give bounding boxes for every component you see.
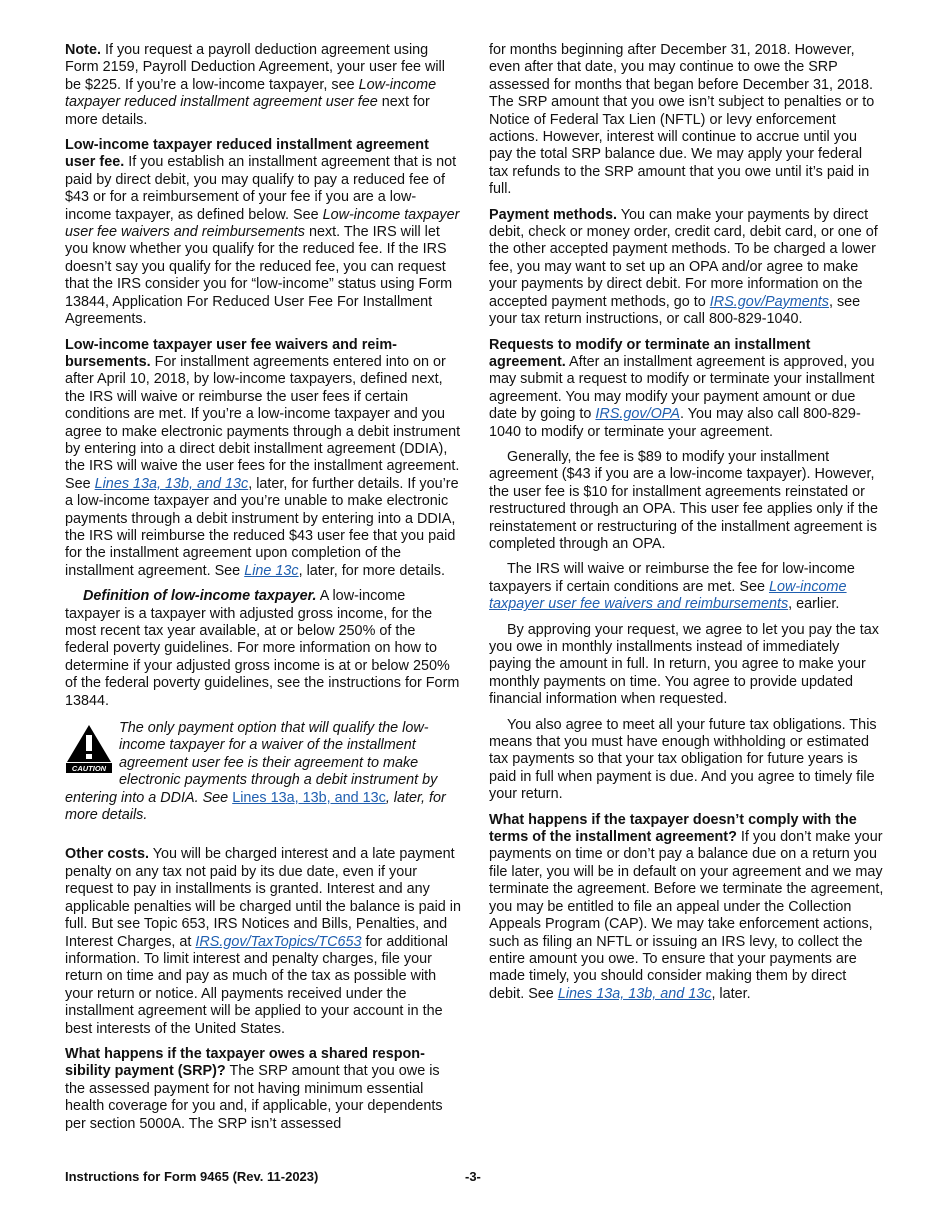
noncompliance-lines-13-link[interactable]: Lines 13a, 13b, and 13c [557,985,712,1002]
obligations-paragraph: You also agree to meet all your future tax obligations. This means that you must have enough withholding or estimated tax payments so that your tax obligation for future years is paid in full when payment is due. And you agree to timely file your return. [489,716,877,803]
line-13c-link[interactable]: Line 13c [244,562,299,579]
fee-waivers-link[interactable]: Low-income taxpayer user fee waivers and reimbursements [489,578,847,613]
other-costs-paragraph: Other costs. You will be charged interest and a late payment penalty on any tax not paid by its due date, even if your request to pay in installments is granted. Interest and any applicable penalties will be charged until the balance is paid in full. But see Topic 653, IRS Notices and Bills, Penalties, and Interest Charges, at IRS.gov/TaxTopics/TC653 for additional information. To limit interest and penalty charges, file your return on time and pay as much of the tax as possible with your return or notice. All payments received under the installment agreement will be applied to your account in the best interests of the United States. [65,846,462,1037]
irs-payments-link[interactable]: IRS.gov/Payments [709,293,829,310]
waive-fee-paragraph: The IRS will waive or reimburse the fee for low-income taxpayers if certain conditions are met. See Low-income taxpayer user fee waivers and reimbursements, earlier. [489,561,855,613]
caution-note: CAUTION The only payment option that will qualify the low-income taxpayer for a waiver of the installment agreement user fee is their agreement to make electronic payments through a debit instrument by entering into a DDIA. See Lines 13a, 13b, and 13c, later, for more details. [65,720,446,824]
modify-terminate-paragraph: Requests to modify or terminate an installment agreement. After an installment agreement is approved, you may submit a request to modify or terminate your installment agreement. You may modify your payment amount or due date by going to IRS.gov/OPA. You may also call 800-829-1040 to modify or terminate your agreement. [489,336,875,440]
reduced-fee-paragraph: Low-income taxpayer reduced installment agreement user fee. If you establish an installment agreement that is not paid by direct debit, you may qualify to pay a reduced fee of $43 or for a reimbursement of your fee if you are a low-income taxpayer, as defined below. See Low-income taxpayer user fee waivers and reimbursements next. The IRS will let you know whether you qualify for the reduced fee. If the IRS doesn’t say you qualify for the reduced fee, you can request that the IRS consider you for “low-income” status using Form 13844, Application For Reduced User Fee For Installment Agreements. [65,137,460,328]
srp-continued-paragraph: for months beginning after December 31, 2018. However, even after that date, you may continue to owe the SRP assessed for months that began before December 31, 2018. The SRP amount that you owe isn’t subject to penalties or to Notice of Federal Tax Lien (NFTL) or levy enforcement actions. However, interest will continue to accrue until you pay the total SRP balance due. We may apply your federal tax refunds to the SRP amount that you owe until it’s paid in full. [489,42,875,198]
right-column [489,42,884,1011]
tax-topics-link[interactable]: IRS.gov/TaxTopics/TC653 [195,933,362,950]
noncompliance-paragraph: What happens if the taxpayer doesn’t comply with the terms of the installment agreement? If you don’t make your payments on time or don’t pay a balance due on a return you file later, you will be in default on your agreement and we may terminate the agreement. Before we terminate the agreement, you may be entitled to file an appeal under the Collection Appeals Program (CAP). We may take enforcement actions, such as filing an NFTL or issuing an IRS levy, to collect the entire amount you owe. To ensure that your payments are made timely, you should consider making them by direct debit. See Lines 13a, 13b, and 13c, later. [489,811,884,1002]
payment-methods-paragraph: Payment methods. You can make your payments by direct debit, check or money order, credit card, debit card, or one of the other accepted payment methods. To be charged a lower fee, you may want to set up an OPA and/or agree to make your payments by direct debit. For more information on the accepted payment methods, go to IRS.gov/Payments, see your tax return instructions, or call 800-829-1040. [489,206,878,328]
definition-paragraph: Definition of low-income taxpayer. A low-income taxpayer is a taxpayer with adjusted gross income, for the most recent tax year available, at or below 250% of the federal poverty guidelines. For more information on how to determine if your adjusted gross income is at or below 250% of the federal poverty guidelines, see the instructions for Form 13844. [65,588,460,709]
noncompliance-heading: What happens if the taxpayer doesn’t comply with the terms of the installment agreement? [489,811,857,846]
approval-paragraph: By approving your request, we agree to let you pay the tax you owe in monthly installments instead of immediately paying the amount in full. In return, you agree to make your monthly payments on time. You agree to provide updated financial information when requested. [489,621,879,708]
fee-waivers-paragraph: Low-income taxpayer user fee waivers and reimbursements. For installment agreements entered into on or after April 10, 2018, by low-income taxpayers, defined next, the IRS will waive or reimburse the user fees if certain conditions are met. If you’re a low-income taxpayer and you agree to make electronic payments through a debit instrument by entering into a direct debit installment agreement (DDIA), the IRS will waive the user fees for the installment agreement. See Lines 13a, 13b, and 13c, later, for further details. If you’re a low-income taxpayer and you’re unable to make electronic payments through a debit instrument by entering into a DDIA, the IRS will reimburse the reduced $43 user fee that you paid for the installment agreement upon completion of the installment agreement. See Line 13c, later, for more details. [65,336,461,579]
reduced-fee-heading: Low-income taxpayer reduced installment agreement user fee. [65,137,429,171]
note-paragraph: Note. If you request a payroll deduction agreement using Form 2159, Payroll Deduction Agreement, your user fee will be $225. If you’re a low-income taxpayer, see Low-income taxpayer reduced installment agreement user fee next for more details. [65,42,445,128]
lines-13-link[interactable]: Lines 13a, 13b, and 13c [94,475,249,492]
page-number: -3- [465,1169,481,1184]
irs-opa-link[interactable]: IRS.gov/OPA [595,406,680,423]
footer-form-title: Instructions for Form 9465 (Rev. 11-2023) [65,1169,319,1184]
caution-icon-label: CAUTION [71,764,107,774]
srp-heading: What happens if the taxpayer owes a shared responsibility payment (SRP)? [65,1045,425,1080]
fee-waivers-heading: Low-income taxpayer user fee waivers and reimbursements. [65,336,397,370]
other-costs-heading: Other costs. [65,846,149,863]
modify-terminate-heading: Requests to modify or terminate an installment agreement. [489,336,811,370]
note-heading: Note. [65,42,101,58]
left-column [65,42,462,1141]
caution-lines-13-link[interactable]: Lines 13a, 13b, and 13c [232,789,386,806]
modify-fee-paragraph: Generally, the fee is $89 to modify your installment agreement ($43 if you are a low-income taxpayer). However, the user fee is $10 for installment agreements reinstated or restructured through an OPA. This user fee applies only if the reinstatement or restructuring of the installment agreement is completed through an OPA. [489,448,879,552]
payment-methods-heading: Payment methods. [489,206,617,223]
srp-paragraph: What happens if the taxpayer owes a shared responsibility payment (SRP)? The SRP amount that you owe is the assessed payment for not having minimum essential health coverage for you and, if applicable, your dependents per section 5000A. The SRP isn’t assessed [65,1045,443,1132]
caution-icon [65,723,113,773]
definition-heading: Definition of low-income taxpayer. [83,588,317,605]
